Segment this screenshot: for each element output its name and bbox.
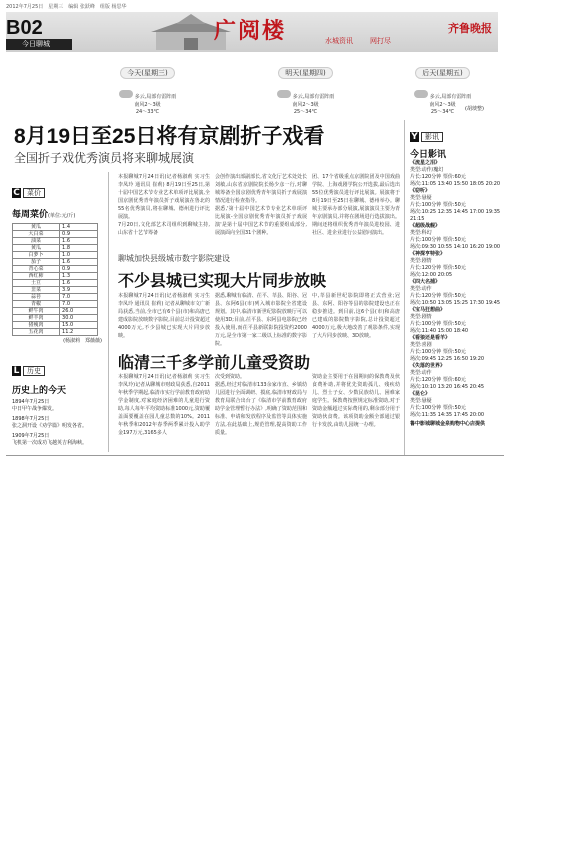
veg-row: [13, 294, 98, 301]
veg-row: [13, 280, 98, 287]
movie-name: 《四大名捕》: [410, 279, 441, 285]
movie-detail: 类型:喜剧: [410, 342, 432, 348]
veg-name: 大白菜: [13, 231, 60, 238]
movie-detail: 场次:09:45 12:25 16:50 19:20: [410, 356, 485, 362]
article2-lead: 本报聊城7月24日讯(记者杨淑莉 实习生 李凤玲 通讯员 崔莉) 记者从聊城市文广新局获悉,当前,全市已有6个县(市)和高唐已建成影院放映数字影院,目前总计投资超过4000万元,不少县城已实现大片同步放映。: [118, 293, 210, 339]
veg-name: 土豆: [13, 280, 60, 287]
veg-unit: (单位:元/斤): [48, 213, 76, 219]
movie-detail: 片长:100分钟 票价:50元: [410, 202, 466, 208]
movie-detail: 片长:100分钟 票价:50元: [410, 405, 466, 411]
veg-price: 30.0: [60, 315, 98, 322]
movie-name: 《神探亨特张》: [410, 251, 446, 257]
veg-price: 15.0: [60, 322, 98, 329]
veg-name: 青椒: [13, 301, 60, 308]
veg-row: [13, 301, 98, 308]
veg-row: [13, 315, 98, 322]
movie-name: 《流星之泪》: [410, 160, 441, 166]
veg-price: 7.0: [60, 301, 98, 308]
veg-box-letter: C: [13, 188, 20, 198]
veg-name: 猪瘦肉: [13, 322, 60, 329]
article3-lead: 本报聊城7月24日讯(记者杨淑莉 实习生 李凤玲)记者从聊城市财政局获悉,自2011年秋季学期起,临清市实行学前教育政府助学金制度,对家庭经济困难的儿童进行资助,每人每年平均资助标准1000元,资助覆盖面要覆盖在园儿童总数的10%。2011年秋季和2012年春季两季累计投入助学金197万元,3165多人: [118, 374, 210, 436]
article3-col2: [215, 373, 307, 437]
movie-detail: 片长:100分钟 票价:50元: [410, 321, 466, 327]
column-subtitle-2: 网打尽: [370, 37, 391, 45]
veg-row: [13, 252, 98, 259]
article3-para2: 次受到资助。: [215, 374, 246, 380]
veg-row: [13, 245, 98, 252]
veg-name: 韭菜: [13, 287, 60, 294]
veg-name: 鲜牛肉: [13, 308, 60, 315]
history-box-letter: L: [13, 366, 20, 376]
history-box: [12, 358, 102, 450]
veg-price: 3.9: [60, 287, 98, 294]
movie-detail: 类型:剧情: [410, 258, 432, 264]
movie-detail: 场次:11:40 15:00 18:40: [410, 328, 469, 334]
veg-price-table: [12, 223, 98, 336]
veg-row: [13, 308, 98, 315]
history-entry: 张之洞开设《劝学篇》明发各省。: [12, 423, 88, 429]
movie-detail: 类型:悬疑: [410, 195, 432, 201]
page-number: B02: [6, 17, 43, 39]
article3-headline: 临清三千多学前儿童受资助: [118, 355, 311, 372]
veg-price: 1.6: [60, 238, 98, 245]
page-bottom-rule: [6, 455, 504, 456]
weather-desc: 多云,局部有雷阵雨: [292, 94, 335, 100]
veg-name: 青心菜: [13, 266, 60, 273]
article2-col3: [312, 292, 400, 340]
weather-temp: 24～33℃: [135, 109, 160, 115]
history-entry: 飞机第一次成功飞越英吉利海峡。: [12, 440, 88, 446]
weather-wind: 南风2～3级: [292, 102, 319, 108]
veg-price-box: [12, 180, 102, 345]
movie-detail: 片长:120分钟 票价:60元: [410, 377, 466, 383]
veg-row: [13, 322, 98, 329]
weather-wind: 南风2～3级: [134, 102, 161, 108]
article1-lead: 本报聊城7月24日讯(记者杨淑莉 实习生 李凤玲 通讯员 崔莉) 8月19日至25日,第十届中国艺术节专业艺术单项评比展演,全国京剧优秀青年演员折子戏展演在鲁北的55名优秀演员,将在聊城、德州进行评比展演。: [118, 174, 210, 220]
movie-box-label: 影讯: [421, 132, 443, 142]
history-entry: 1909年7月25日: [12, 433, 50, 439]
movie-detail: 场次:11:05 13:40 15:50 18:05 20:20: [410, 181, 501, 187]
veg-price: 26.0: [60, 308, 98, 315]
movie-detail: 片长:120分钟 票价:50元: [410, 265, 466, 271]
article1-col3: [312, 173, 400, 237]
movie-detail: 类型:动作: [410, 286, 432, 292]
veg-name: 油菜: [13, 238, 60, 245]
movie-name: 《失落的世界》: [410, 363, 446, 369]
article2-para2: 据悉,聊城有临清、茌平、莘县、阳谷、冠县、东阿6县(市)列入城市影院全省建设规划。其中,临清市新世纪影院放映厅可以使用3D;目前,茌平县、东阿县电影院已经投入使用,而茌平县新联影院投资约2000万元,是全市第一家二级以上标准的数字影院。: [215, 293, 307, 347]
veg-price: 1.8: [60, 245, 98, 252]
veg-row: [13, 259, 98, 266]
article1-para3: 会创作演出部副部长,省文化厅艺术处处长刘敏,山东省京剧院院长杨少彦一行,对聊城筹备全国京剧优秀青年演员折子戏展演情况进行检查指导。: [215, 174, 307, 204]
history-title: 历史上的今天: [12, 386, 67, 396]
veg-price: 7.0: [60, 294, 98, 301]
weather-temp: 25～34℃: [430, 109, 455, 115]
veg-price: 0.9: [60, 266, 98, 273]
movie-detail: 场次:10:10 13:20 16:45 20:45: [410, 384, 485, 390]
movie-detail: 场次:10:50 13:05 15:25 17:30 19:45: [410, 300, 501, 306]
veg-price: 1.0: [60, 252, 98, 259]
movie-list: [410, 160, 502, 419]
veg-name: 蒜苔: [13, 294, 60, 301]
history-list: [12, 399, 102, 447]
article1-para4: 据悉,'第十届中国艺术节专业艺术单项评比展演-全国京剧优秀青年演员折子戏展演'是第十届中国艺术节的重要组成部分,展演面向全国31个剧种。: [215, 206, 307, 236]
movie-detail: 类型:剧情: [410, 314, 432, 320]
article1-para5: 团、17个省级重点京剧院团及中国戏曲学院、上海戏剧学院公开选拔,最后选出55位优秀演员进行评比展演。展演将于8月19日至25日在聊城、德州举办。聊城主要承办部分展演,展演演员主要为青年京剧演员,并将在剧场进行选拔演出。期间还将组织优秀青年演员进校园、进社区、进企业进行公益慰问演出。: [312, 174, 400, 236]
movie-box-letter: Y: [411, 132, 418, 142]
veg-row: [13, 287, 98, 294]
veg-name: 茄子: [13, 259, 60, 266]
movie-name: 《宝马狂想曲》: [410, 307, 446, 313]
veg-name: 黄瓜: [13, 224, 60, 231]
veg-price: 1.4: [60, 224, 98, 231]
article2-headline: 不少县城已实现大片同步放映: [118, 273, 327, 290]
article2-col1: [118, 292, 210, 340]
veg-price: 1.6: [60, 259, 98, 266]
history-box-label: 历史: [23, 366, 45, 376]
movie-credit: 鲁中影城聊城金泉购物中心店提供: [410, 421, 486, 427]
movie-detail: 片长:120分钟 票价:60元: [410, 174, 466, 180]
veg-name: 黄瓜: [13, 245, 60, 252]
weather-credit: (胡琰整): [465, 106, 484, 112]
movie-detail: 片长:100分钟 票价:50元: [410, 237, 466, 243]
article3-col1: [118, 373, 210, 437]
section-name: 今日聊城: [6, 39, 72, 50]
veg-credit: (杨淑莉 郑薇薇): [63, 338, 102, 344]
dateline: 2012年7月25日 星期三 编辑 张跃峰 组版 杨思华: [6, 4, 127, 10]
newspaper-brand: 齐鲁晚报: [448, 23, 492, 35]
weather-day: 今天(星期三): [120, 67, 174, 79]
movie-detail: 类型:悬疑: [410, 398, 432, 404]
veg-price: 0.9: [60, 231, 98, 238]
veg-name: 西红柿: [13, 273, 60, 280]
veg-title: 每周菜价: [12, 210, 49, 220]
movie-detail: 片长:120分钟 票价:50元: [410, 293, 466, 299]
movie-detail: 类型:科幻: [410, 230, 432, 236]
veg-name: 白萝卜: [13, 252, 60, 259]
lead-subhead: 全国折子戏优秀演员将来聊城展演: [14, 151, 195, 165]
article1-col2: [215, 173, 307, 237]
movie-detail: 场次:11:35 14:35 17:45 20:00: [410, 412, 485, 418]
movie-title: 今日影讯: [410, 150, 447, 160]
history-entry: 1898年7月25日: [12, 416, 50, 422]
weather-day: 后天(星期五): [415, 67, 469, 79]
movie-listing-box: [410, 124, 502, 428]
movie-detail: 片长:100分钟 票价:50元: [410, 349, 466, 355]
weather-desc: 多云,局部有雷阵雨: [429, 94, 472, 100]
veg-name: 鲜羊肉: [13, 315, 60, 322]
movie-detail: 场次:10:25 12:35 14:45 17:00 19:35 21:15: [410, 209, 501, 222]
veg-name: 五花肉: [13, 329, 60, 336]
veg-row: [13, 273, 98, 280]
veg-row: [13, 224, 98, 231]
article3-para4: 资助金主要用于在园期间的保教费及伙食费补助,并将优先资助孤儿、残疾幼儿、烈士子女、少数民族幼儿、困难家庭学生。保教费按照规定标准资助,对于资助金额超过实际费用的,剩余部分用于资助伙食费。该项资助金额全部通过银行卡发放,由幼儿园统一办理。: [312, 374, 400, 428]
cloudy-icon: [119, 90, 133, 98]
veg-price: 1.3: [60, 273, 98, 280]
veg-price: 1.6: [60, 280, 98, 287]
history-entry: 中日甲午战争爆发。: [12, 406, 58, 412]
movie-detail: 类型:动作: [410, 370, 432, 376]
cloudy-icon: [414, 90, 428, 98]
veg-row: [13, 266, 98, 273]
column-subtitle-1: 水城资讯: [325, 37, 353, 45]
weather-tomorrow: [258, 60, 353, 115]
movie-name: 《窃听》: [410, 188, 431, 194]
movie-detail: 场次:09:30 10:55 14:10 16:20 19:00: [410, 244, 501, 250]
veg-box-label: 菜价: [23, 188, 45, 198]
article3-col3: [312, 373, 400, 429]
weather-today: [100, 60, 195, 115]
article1-para2: 7月20日,文化部艺术司组织到聊城主持,山东省十艺节筹备: [118, 222, 210, 236]
column-divider: [404, 120, 405, 455]
weather-wind: 南风2～3级: [429, 102, 456, 108]
weather-desc: 多云,局部有雷阵雨: [134, 94, 177, 100]
column-divider: [108, 172, 109, 452]
veg-row: [13, 238, 98, 245]
lead-headline: 8月19日至25日将有京剧折子戏看: [14, 125, 325, 148]
movie-name: 《超级战舰》: [410, 223, 441, 229]
column-title: 广阅楼: [214, 18, 287, 43]
movie-detail: 场次:12:00 20:05: [410, 272, 453, 278]
movie-detail: 类型:动作/魔幻: [410, 167, 444, 173]
veg-price: 11.2: [60, 329, 98, 336]
veg-row: [13, 231, 98, 238]
article1-col1: [118, 173, 210, 237]
movie-name: 《昆仑》: [410, 391, 431, 397]
weather-temp: 25～34℃: [293, 109, 318, 115]
article2-col2: [215, 292, 307, 348]
article2-para3: 中,莘县新世纪影院即将正式营业;冠县、东阿、阳谷等县的影院建设也正在稳步推进。到目前,这6个县(市)和高唐已建成的影院数字影院,总计投资超过4000万元,极大地改善了观影条件,实现了大片同步放映、3D放映。: [312, 293, 400, 339]
history-entry: 1894年7月25日: [12, 399, 50, 405]
article2-kicker: 聊城加快县级城市数字影院建设: [118, 254, 230, 263]
article3-para3: 据悉,经过对临清市133余家市直、乡镇幼儿园进行全面调研、摸底,临清市财政局与教育局联合出台了《临清市学前教育政府助学金管理暂行办法》,明确了资助范围和标准、申请和发放程序及监管等具体实施方法,在此基础上,规范管理,提高资助工作质量。: [215, 382, 307, 436]
weather-day: 明天(星期四): [278, 67, 332, 79]
cloudy-icon: [277, 90, 291, 98]
movie-name: 《看狼还是看羊》: [410, 335, 451, 341]
veg-row: [13, 329, 98, 336]
